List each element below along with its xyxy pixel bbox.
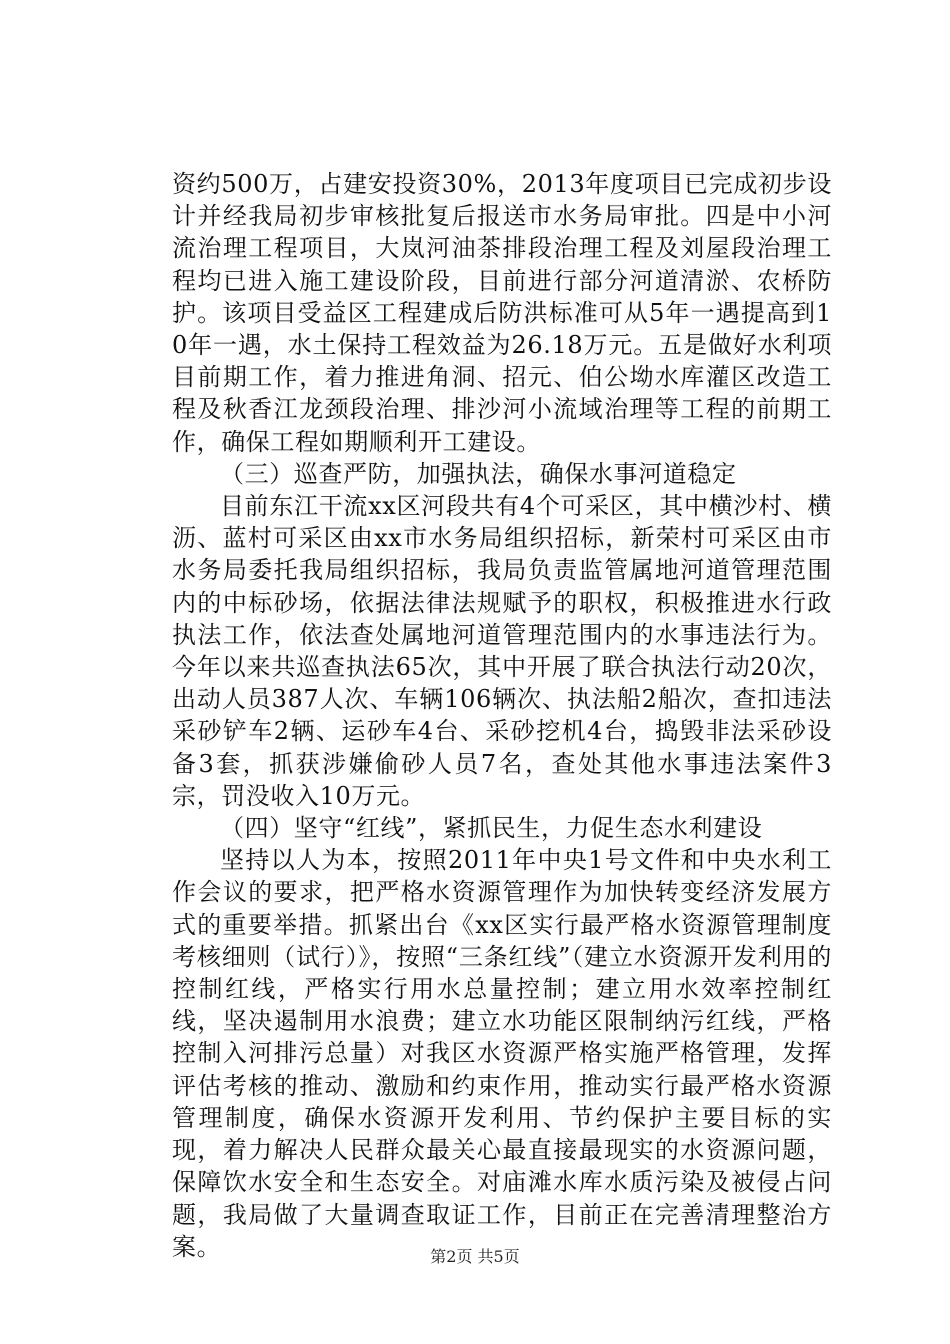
- paragraph-project-progress: 资约500万，占建安投资30%，2013年度项目已完成初步设计并经我局初步审核批复后报送市水务局审批。四是中小河流治理工程项目，大岚河油茶排段治理工程及刘屋段治理工程均已进入施工建设阶段，目前进行部分河道清淤、农桥防护。该项目受益区工程建成后防洪标准可从5年一遇提高到10年一遇，水土保持工程效益为26.18万元。五是做好水利项目前期工作，着力推进角洞、招元、伯公坳水库灌区改造工程及秋香江龙颈段治理、排沙河小流域治理等工程的前期工作，确保工程如期顺利开工建设。: [172, 170, 832, 456]
- section-heading-3: （三）巡查严防，加强执法，确保水事河道稳定: [220, 459, 737, 488]
- section-heading-4: （四）坚守“红线”，紧抓民生，力促生态水利建设: [220, 814, 763, 843]
- page-footer: 第2页 共5页: [430, 1247, 520, 1266]
- paragraph-water-resources: 坚持以人为本，按照2011年中央1号文件和中央水利工作会议的要求，把严格水资源管理作为加快转变经济发展方式的重要举措。抓紧出台《xx区实行最严格水资源管理制度考核细则（试行）》，按照“三条红线”（建立水资源开发利用的控制红线，严格实行用水总量控制；建立用水效率控制红线，坚决遏制用水浪费；建立水功能区限制纳污红线，严格控制入河排污总量）对我区水资源严格实施严格管理，发挥评估考核的推动、激励和约束作用，推动实行最严格水资源管理制度，确保水资源开发利用、节约保护主要目标的实现，着力解决人民群众最关心最直接最现实的水资源问题，保障饮水安全和生态安全。对庙滩水库水质污染及被侵占问题，我局做了大量调查取证工作，目前正在完善清理整治方案。: [172, 846, 832, 1261]
- paragraph-law-enforcement: 目前东江干流xx区河段共有4个可采区，其中横沙村、横沥、蓝村可采区由xx市水务局组织招标，新荣村可采区由市水务局委托我局组织招标，我局负责监管属地河道管理范围内的中标砂场，依据法律法规赋予的职权，积极推进水行政执法工作，依法查处属地河道管理范围内的水事违法行为。今年以来共巡查执法65次，其中开展了联合执法行动20次，出动人员387人次、车辆106辆次、执法船2船次，查扣违法采砂铲车2辆、运砂车4台、采砂挖机4台，捣毁非法采砂设备3套，抓获涉嫌偷砂人员7名，查处其他水事违法案件3宗，罚没收入10万元。: [172, 492, 832, 810]
- document-body: [172, 168, 832, 1263]
